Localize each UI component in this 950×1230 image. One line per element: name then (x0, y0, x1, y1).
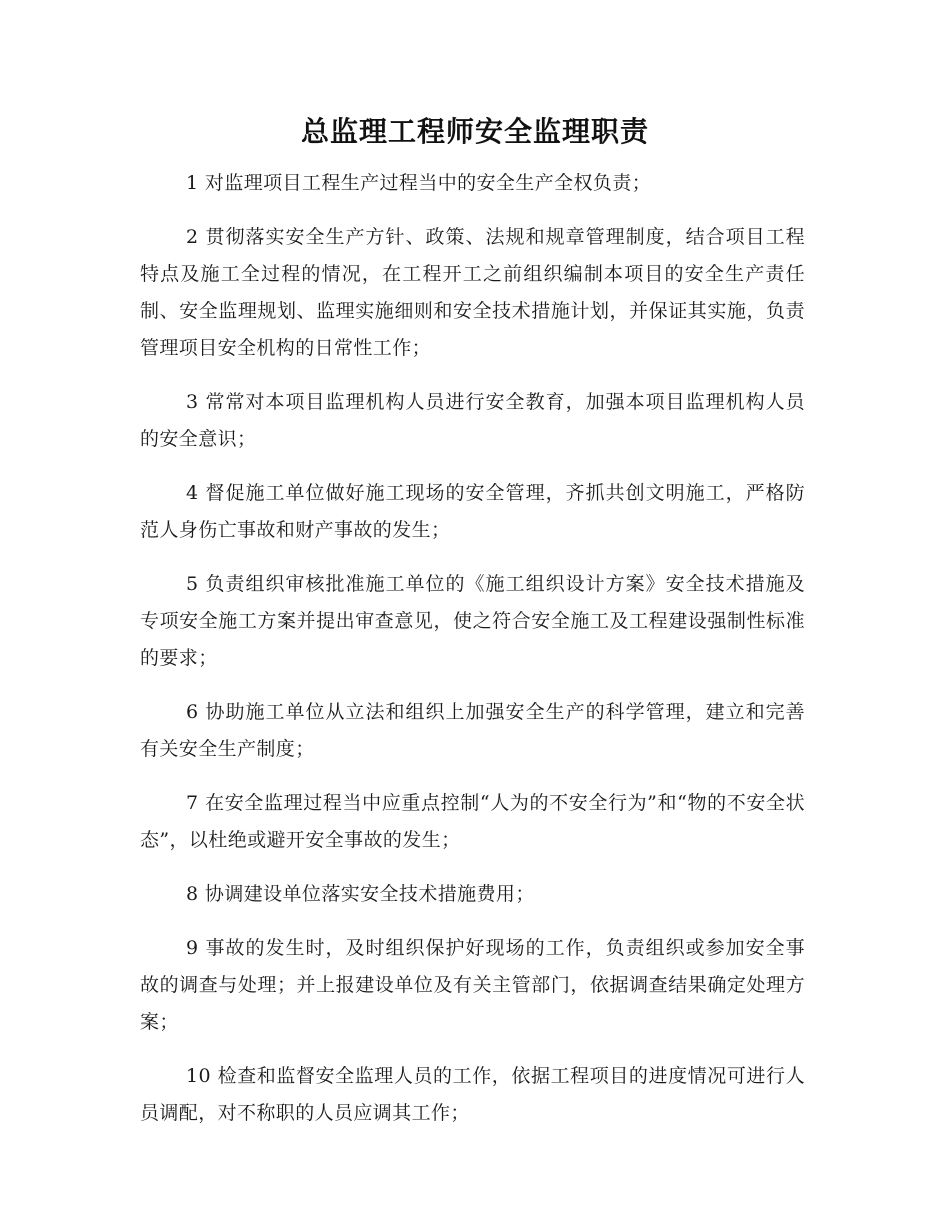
paragraph-7: 7 在安全监理过程当中应重点控制“人为的不安全行为”和“物的不安全状态”，以杜绝或避开安全事故的发生； (140, 792, 805, 851)
paragraph-4: 4 督促施工单位做好施工现场的安全管理，齐抓共创文明施工，严格防范人身伤亡事故和财产事故的发生； (140, 482, 805, 541)
paragraph-8: 8 协调建设单位落实安全技术措施费用； (186, 883, 535, 905)
paragraph-10: 10 检查和监督安全监理人员的工作，依据工程项目的进度情况可进行人员调配，对不称职的人员应调其工作； (140, 1065, 805, 1124)
paragraph-6: 6 协助施工单位从立法和组织上加强安全生产的科学管理，建立和完善有关安全生产制度； (140, 701, 805, 760)
paragraph-5: 5 负责组织审核批准施工单位的《施工组织设计方案》安全技术措施及专项安全施工方案并提出审查意见，使之符合安全施工及工程建设强制性标准的要求； (140, 573, 805, 669)
paragraph-1: 1 对监理项目工程生产过程当中的安全生产全权负责； (186, 172, 652, 194)
document-title: 总监理工程师安全监理职责 (300, 115, 649, 148)
paragraph-3: 3 常常对本项目监理机构人员进行安全教育，加强本项目监理机构人员的安全意识； (140, 391, 805, 450)
document-body (140, 165, 805, 1149)
paragraph-2: 2 贯彻落实安全生产方针、政策、法规和规章管理制度，结合项目工程特点及施工全过程的情况，在工程开工之前组织编制本项目的安全生产责任制、安全监理规划、监理实施细则和安全技术措施计划，并保证其实施，负责管理项目安全机构的日常性工作； (140, 226, 805, 359)
paragraph-9: 9 事故的发生时，及时组织保护好现场的工作，负责组织或参加安全事故的调查与处理；并上报建设单位及有关主管部门，依据调查结果确定处理方案； (140, 937, 805, 1033)
